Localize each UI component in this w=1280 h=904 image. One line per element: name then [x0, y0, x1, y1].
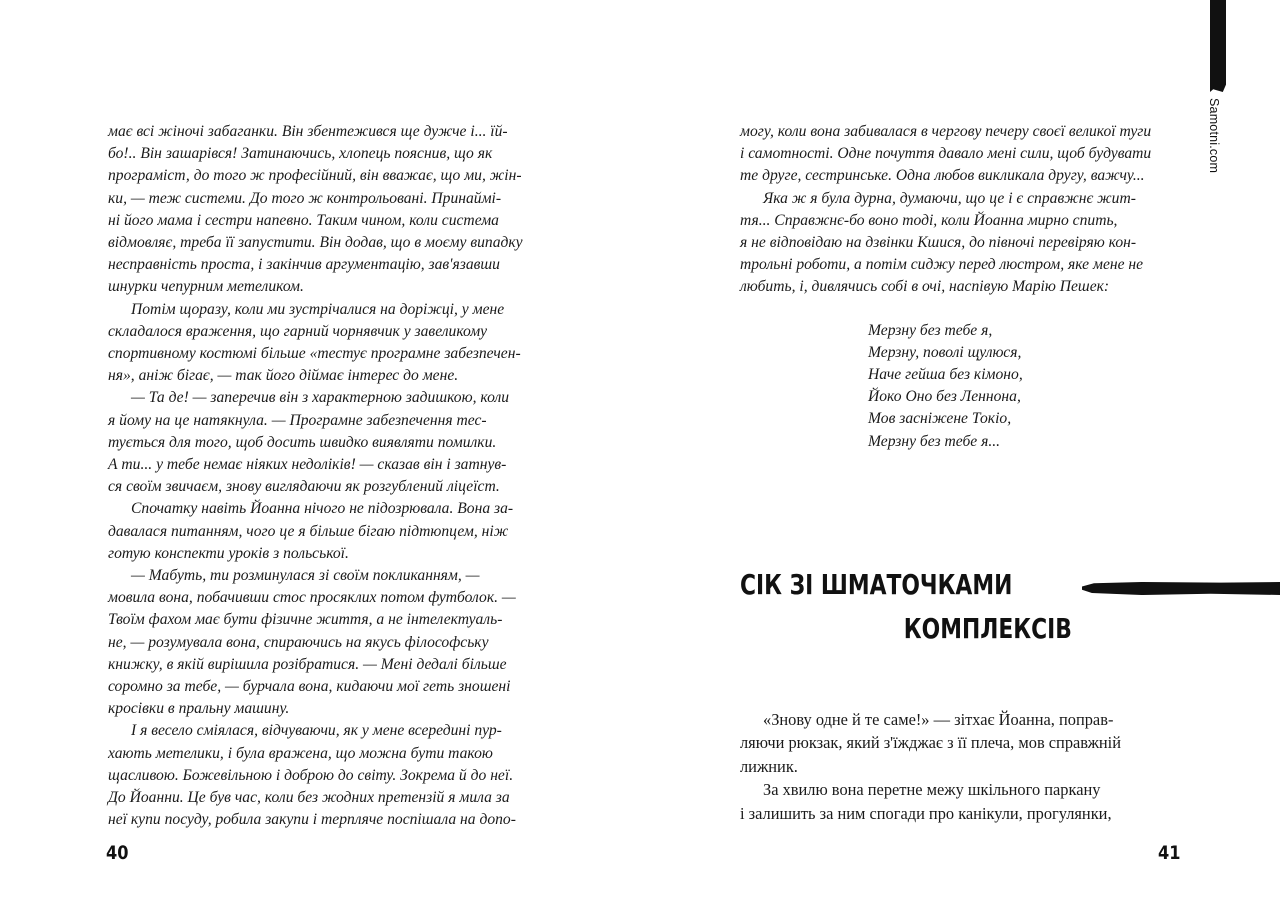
paragraph — [108, 121, 540, 299]
text-line: те друге, сестринське. Одна любов викликала другу, важчу... — [740, 167, 1145, 185]
text-line: програміст, до того ж професійний, він вважає, що ми, жін- — [108, 167, 522, 185]
text-line: я не відповідаю на дзвінки Кшися, до півночі перевіряю кон- — [740, 234, 1137, 252]
text-line: відмовляє, треба її запустити. Він додав, що в моєму випадку — [108, 234, 523, 252]
verse-line: Мерзну без тебе я... — [868, 432, 1001, 450]
text-line: могу, коли вона забивалася в чергову печеру своєї великої туги — [740, 123, 1152, 140]
text-line: кросівки в пральну машину. — [108, 700, 290, 718]
text-line: готую конспекти уроків з польської. — [108, 544, 349, 562]
text-line: Твоїм фахом має бути фізичне життя, а не інтелектуаль- — [108, 611, 503, 629]
text-line: спортивному костюмі більше «тестує програмне забезпечен- — [108, 345, 521, 363]
paragraph — [108, 498, 540, 565]
text-line: І я весело сміялася, відчуваючи, як у мене всередині пур- — [131, 722, 502, 740]
verse-line: Йоко Оно без Леннона, — [868, 388, 1021, 406]
text-line: я йому на це натякнула. — Програмне забезпечення тес- — [108, 411, 487, 429]
paragraph — [108, 720, 540, 831]
text-line: За хвилю вона перетне межу шкільного паркану — [763, 780, 1101, 800]
text-line: несправність проста, і закінчив аргументацію, зав'язавши — [108, 256, 500, 274]
verse-block — [868, 320, 1173, 453]
paragraph — [740, 778, 1173, 825]
text-line: щасливою. Божевільною і доброю до світу. Зокрема й до неї. — [108, 766, 514, 784]
heading-brush-stroke — [1082, 582, 1280, 595]
side-brush-bar — [1210, 0, 1226, 92]
text-line: Яка ж я була дурна, думаючи, що це і є справжнє жит- — [763, 189, 1136, 207]
text-line: тується для того, щоб досить швидко виявляти помилки. — [108, 433, 497, 451]
text-line: До Йоанни. Це був час, коли без жодних претензій я мила за — [108, 789, 510, 807]
right-page — [640, 0, 1280, 904]
text-line: ні його мама і сестри напевно. Таким чином, коли система — [108, 211, 499, 229]
text-line: давалася питанням, чого це я більше бігаю підтюпцем, ніж — [108, 522, 509, 540]
right-italic-text — [740, 121, 1173, 299]
verse-line: Мерзну без тебе я, — [868, 321, 993, 339]
text-line: і самотності. Одне почуття давало мені сили, щоб будувати — [740, 145, 1152, 163]
text-line: книжку, в якій вирішила розібратися. — Мені дедалі більше — [108, 655, 507, 673]
book-title-side-label: Samotni.com — [1207, 98, 1221, 174]
text-line: шнурки чепурним метеликом. — [108, 278, 304, 296]
text-line: ся своїм звичаєм, знову виглядаючи як розгублений ліцеїст. — [108, 478, 500, 496]
text-line: — Мабуть, ти розминулася зі своїм покликанням, — — [131, 567, 480, 585]
text-line: Спочатку навіть Йоанна нічого не підозрювала. Вона за- — [131, 500, 514, 518]
chapter-heading-line-2: КОМПЛЕКСІВ — [903, 612, 1072, 645]
text-line: Потім щоразу, коли ми зустрічалися на доріжці, у мене — [131, 300, 505, 318]
text-line: трольні роботи, а потім сиджу перед люстром, яке мене не — [740, 256, 1144, 274]
chapter-heading-line-1: СІК ЗІ ШМАТОЧКАМИ — [740, 568, 1013, 601]
text-line: лижник. — [740, 756, 798, 776]
right-text-column — [740, 121, 1173, 453]
text-line: ки, — теж системи. До того ж контрольовані. Принаймі- — [108, 189, 502, 207]
text-line: ня», аніж бігає, — так його діймає інтерес до мене. — [108, 367, 459, 385]
paragraph — [740, 188, 1173, 299]
text-line: і залишить за ним спогади про канікули, прогулянки, — [740, 803, 1112, 823]
text-line: «Знову одне й те саме!» — зітхає Йоанна, поправ- — [763, 710, 1114, 729]
page-number-left: 40 — [106, 842, 129, 864]
text-line: хають метелики, і була вражена, що можна бути такою — [108, 744, 493, 762]
text-line: соромно за тебе, — бурчала вона, кидаючи мої геть зношені — [108, 678, 511, 696]
verse-line: Мов засніжене Токіо, — [868, 410, 1012, 428]
text-line: має всі жіночі забаганки. Він збентежився ще дужче і... їй- — [108, 123, 508, 140]
text-line: складалося враження, що гарний чорнявчик у завеликому — [108, 322, 488, 340]
text-line: неї купи посуду, робила закупи і терпляче поспішала на допо- — [108, 811, 516, 829]
text-line: бо!.. Він зашарівся! Затинаючись, хлопець пояснив, що як — [108, 145, 493, 163]
verse-line: Наче гейша без кімоно, — [868, 366, 1023, 384]
left-text-column — [108, 121, 540, 832]
paragraph — [108, 565, 540, 720]
text-line: А ти... у тебе немає ніяких недоліків! — сказав він і затнув- — [108, 456, 507, 474]
paragraph — [740, 708, 1173, 778]
paragraph — [740, 121, 1173, 188]
text-line: не, — розумувала вона, спираючись на якусь філософську — [108, 633, 489, 651]
text-line: мовила вона, побачивши стос просяклих потом футболок. — — [108, 589, 516, 607]
text-line: ляючи рюкзак, який з'їжджає з її плеча, мов справжній — [740, 733, 1121, 753]
text-line: — Та де! — заперечив він з характерною задишкою, коли — [131, 389, 510, 407]
text-line: любить, і, дивлячись собі в очі, наспівую Марію Пешек: — [740, 278, 1110, 296]
text-line: тя... Справжнє-бо воно тоді, коли Йоанна мирно спить, — [740, 211, 1118, 229]
paragraph — [108, 299, 540, 388]
paragraph — [108, 387, 540, 498]
chapter-body-text — [740, 708, 1173, 825]
page-number-right: 41 — [1158, 842, 1181, 864]
verse-line: Мерзну, поволі щулюся, — [868, 343, 1022, 361]
chapter-heading — [740, 563, 1161, 663]
